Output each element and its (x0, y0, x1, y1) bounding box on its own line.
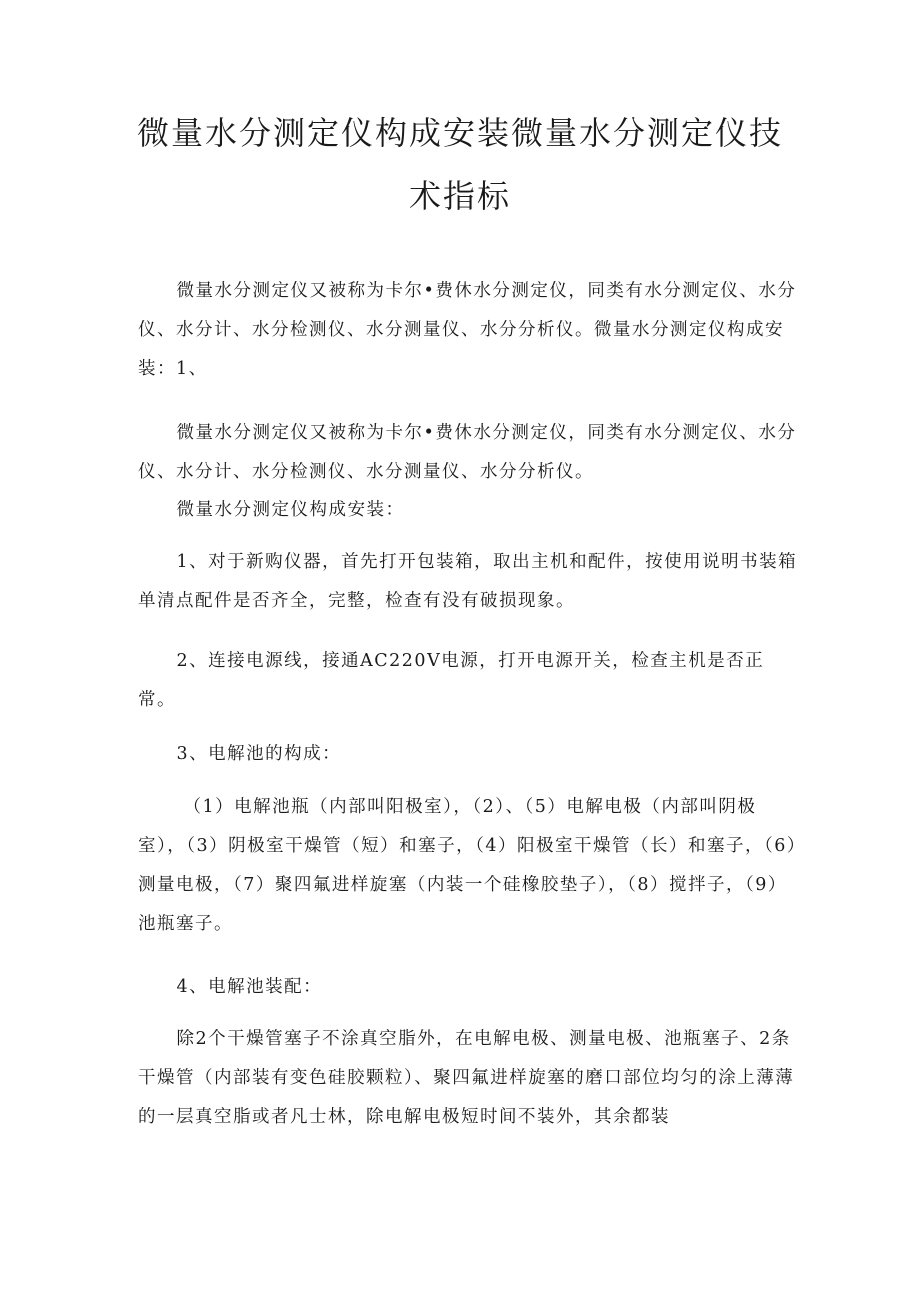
paragraph-assembly (138, 1020, 798, 1137)
paragraph-step-3 (138, 735, 798, 774)
paragraph-definition (138, 414, 798, 492)
paragraph-installation-heading (138, 491, 798, 530)
paragraph-text: （1）电解池瓶（内部叫阳极室），（2）、（5）电解电极（内部叫阴极室），（3）阴极室干燥管（短）和塞子，（4）阳极室干燥管（长）和塞子，（6）测量电极，（7）聚四氟进样旋塞（内装一个硅橡胶垫子），（8）搅拌子，（9）池瓶塞子。 (138, 797, 798, 934)
paragraph-text: 微量水分测定仪又被称为卡尔•费休水分测定仪，同类有水分测定仪、水分仪、水分计、水分检测仪、水分测量仪、水分分析仪。微量水分测定仪构成安装：1、 (138, 281, 797, 379)
paragraph-text: 4、电解池装配： (176, 977, 323, 997)
paragraph-text: 1、对于新购仪器，首先打开包装箱，取出主机和配件，按使用说明书装箱单清点配件是否齐全，完整，检查有没有破损现象。 (138, 552, 798, 611)
document-title-line-2: 术指标 (408, 177, 511, 215)
paragraph-intro (138, 272, 798, 389)
paragraph-text: 2、连接电源线，接通AC220V电源，打开电源开关，检查主机是否正常。 (138, 651, 765, 710)
paragraph-text: 除2个干燥管塞子不涂真空脂外，在电解电极、测量电极、池瓶塞子、2条干燥管（内部装有变色硅胶颗粒）、聚四氟进样旋塞的磨口部位均匀的涂上薄薄的一层真空脂或者凡士林，除电解电极短时间不装外，其余都装 (138, 1029, 795, 1127)
paragraph-text: 微量水分测定仪构成安装： (176, 500, 405, 520)
paragraph-text: 微量水分测定仪又被称为卡尔•费休水分测定仪，同类有水分测定仪、水分仪、水分计、水分检测仪、水分测量仪、水分分析仪。 (138, 423, 797, 482)
paragraph-cell-components (138, 788, 798, 944)
document-title-line-1: 微量水分测定仪构成安装微量水分测定仪技 (136, 114, 783, 152)
paragraph-step-2 (138, 642, 798, 720)
paragraph-step-4 (138, 968, 798, 1007)
paragraph-text: 3、电解池的构成： (176, 744, 342, 764)
paragraph-step-1 (138, 543, 798, 621)
